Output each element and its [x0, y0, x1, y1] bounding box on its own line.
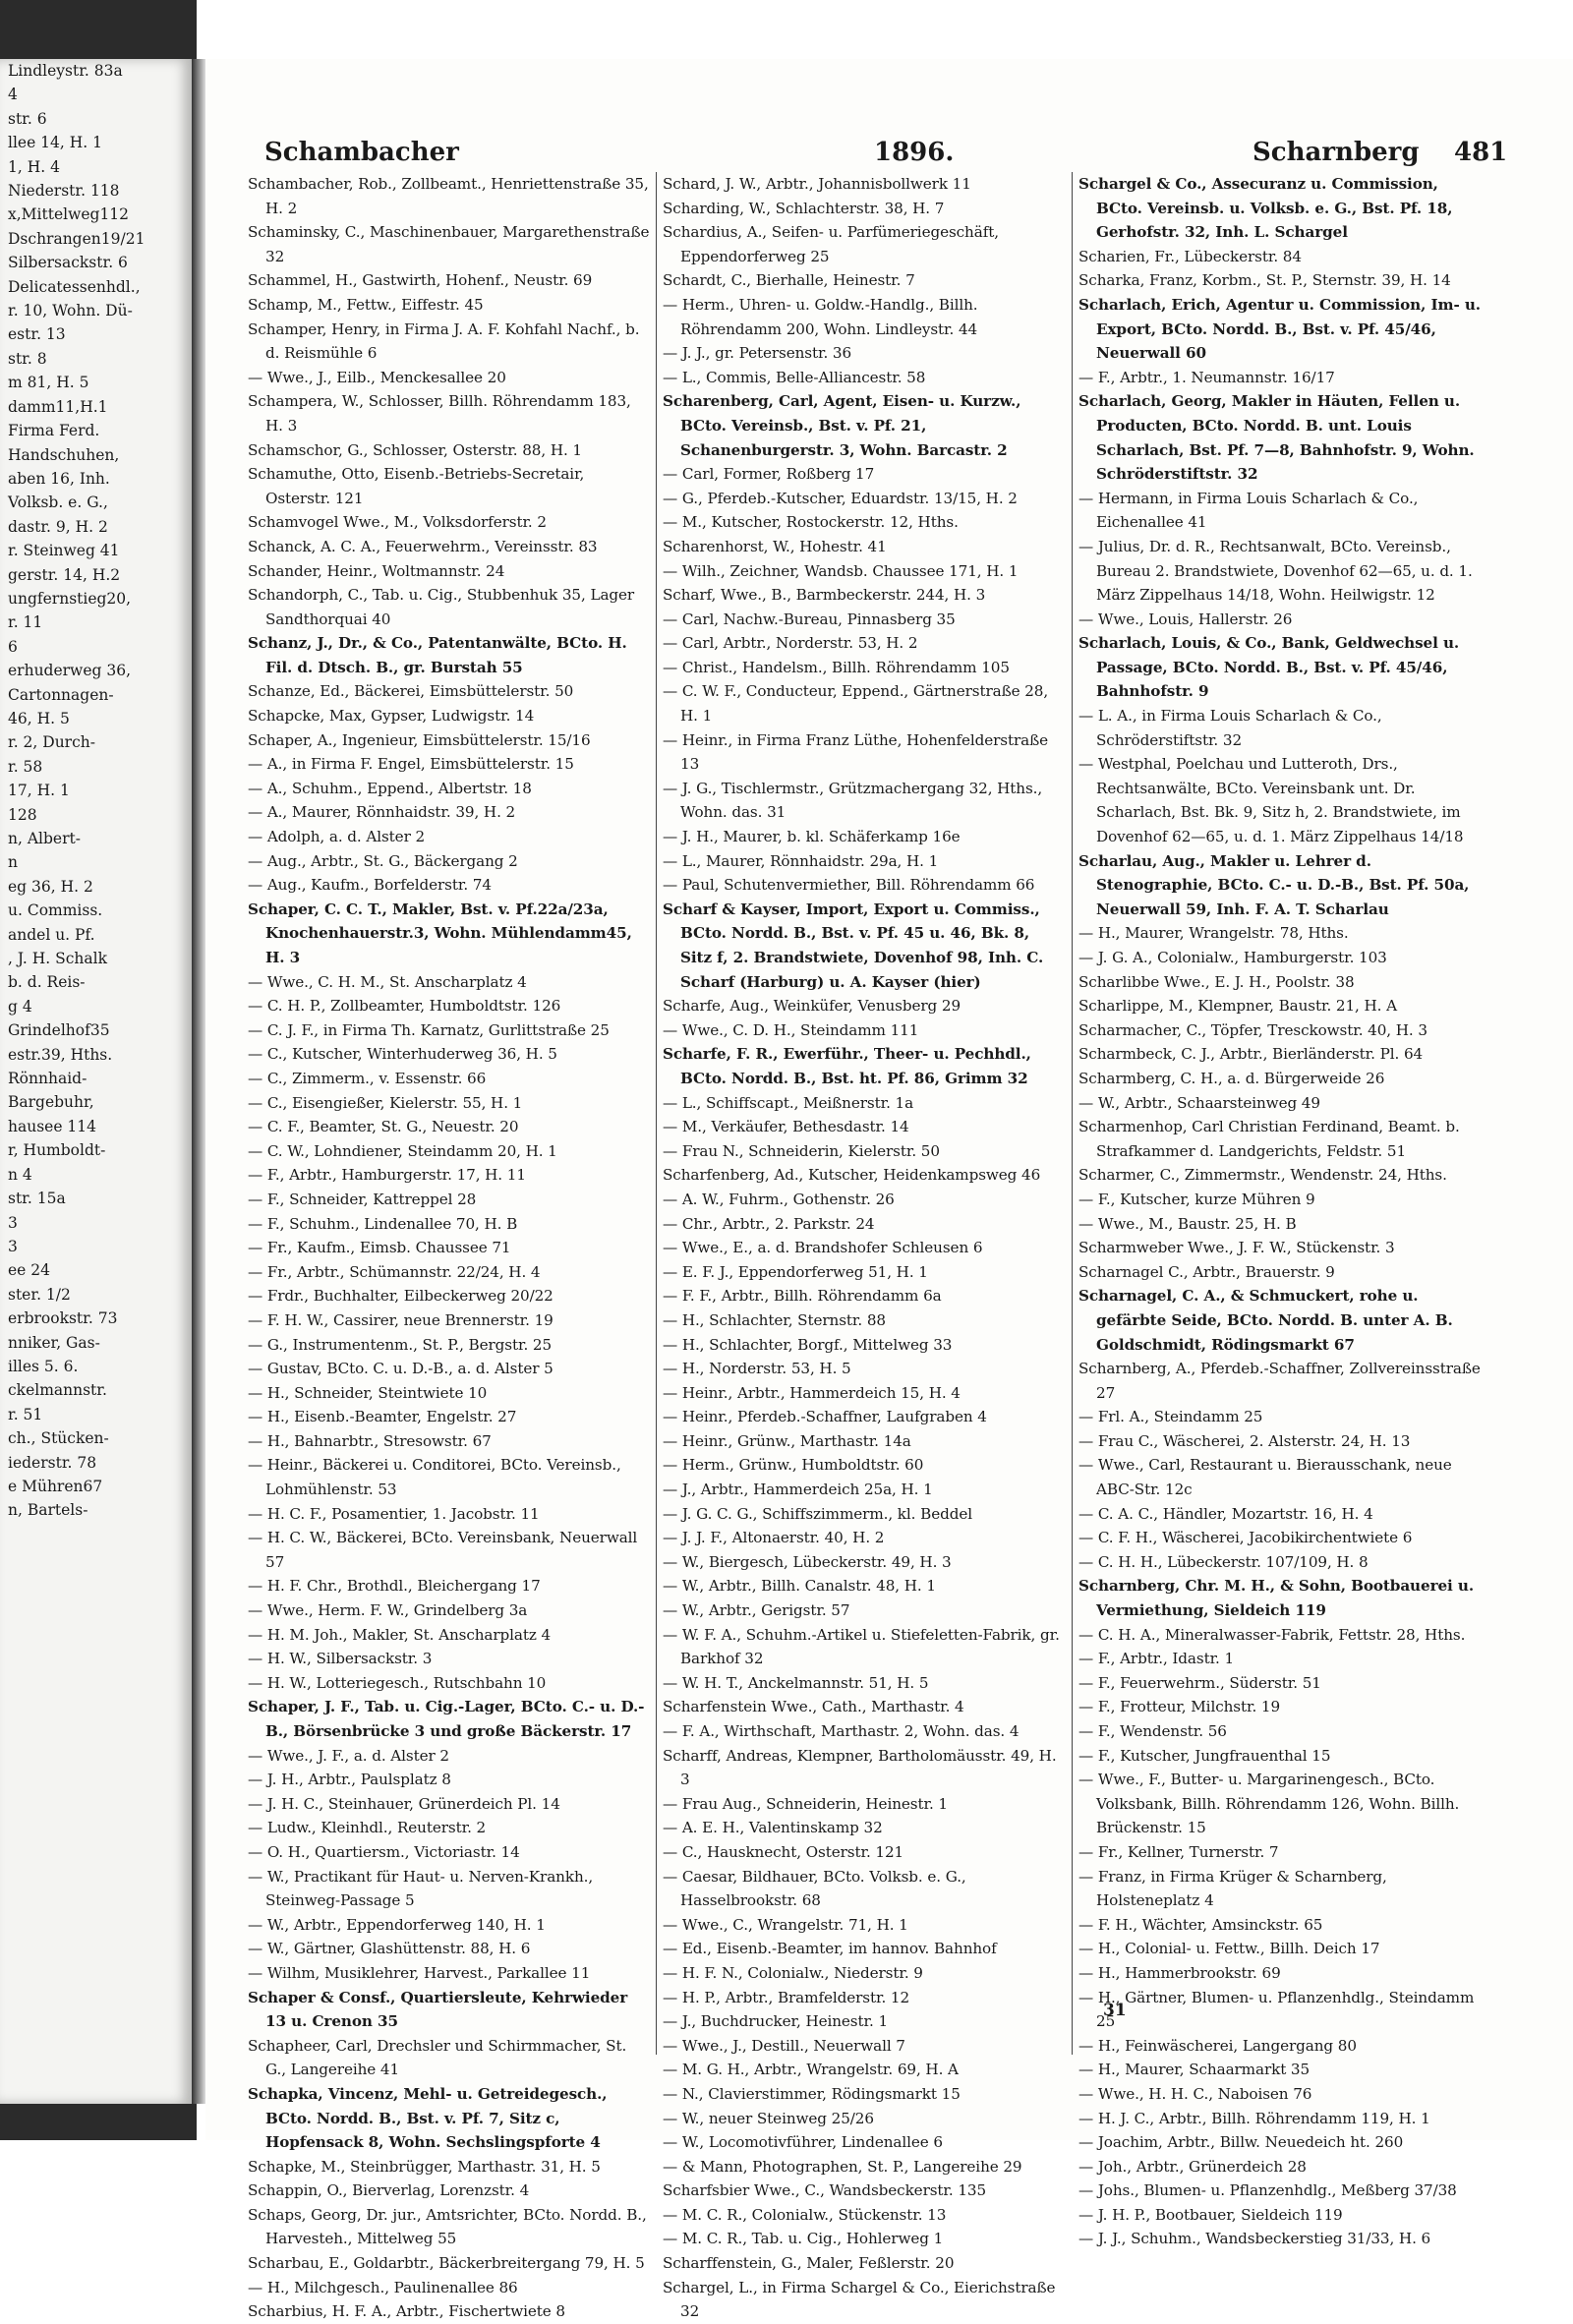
directory-entry: — J. G. C. G., Schiffszimmerm., kl. Beddel	[663, 1504, 972, 1523]
directory-entry: — A., Maurer, Rönnhaidstr. 39, H. 2	[248, 803, 516, 822]
directory-entry: — W., Arbtr., Billh. Canalstr. 48, H. 1	[663, 1577, 936, 1596]
directory-entry: — Wwe., Louis, Hallerstr. 26	[1078, 610, 1293, 628]
fragment-line: ckelmannstr.	[8, 1381, 107, 1400]
fragment-line: ster. 1/2	[8, 1285, 71, 1304]
directory-entry: — Franz, in Firma Krüger & Scharnberg, Holsteneplatz 4	[1078, 1867, 1387, 1910]
directory-entry: Schander, Heinr., Woltmannstr. 24	[248, 561, 505, 580]
directory-entry: — F., Arbtr., 1. Neumannstr. 16/17	[1078, 368, 1335, 386]
fragment-line: Grindelhof35	[8, 1021, 110, 1040]
directory-entry: Scharf & Kayser, Import, Export u. Commiss., BCto. Nordd. B., Bst. v. Pf. 45 u. 46, Bk. 8, Sitz f, 2. Brandstwiete, Dovenhof 98, Inh. C. Scharf (Harburg) u. A. Kayser (hier)	[663, 900, 1044, 991]
directory-entry: — F. A., Wirthschaft, Marthastr. 2, Wohn. das. 4	[663, 1722, 1020, 1740]
directory-entry: — Fr., Kaufm., Eimsb. Chaussee 71	[248, 1239, 511, 1257]
directory-entry: Scharffenstein, G., Maler, Feßlerstr. 20	[663, 2254, 955, 2273]
directory-entry: Schargel, L., in Firma Schargel & Co., Eierichstraße 32	[663, 2278, 1056, 2321]
directory-entry: — H., Eisenb.-Beamter, Engelstr. 27	[248, 1408, 517, 1426]
directory-entry: Schanck, A. C. A., Feuerwehrm., Vereinsstr. 83	[248, 537, 598, 555]
page-header	[264, 138, 1533, 177]
directory-entry: Schardius, A., Seifen- u. Parfümeriegeschäft, Eppendorferweg 25	[663, 223, 999, 265]
fragment-line: 6	[8, 637, 18, 656]
directory-entry: — H. P., Arbtr., Bramfelderstr. 12	[663, 1988, 910, 2006]
fragment-line: 128	[8, 805, 37, 824]
fragment-line: Handschuhen,	[8, 445, 120, 464]
directory-entry: — W., Arbtr., Schaarsteinweg 49	[1078, 1093, 1320, 1112]
directory-entry: Scharka, Franz, Korbm., St. P., Sternstr. 39, H. 14	[1078, 271, 1451, 290]
directory-entry: — Julius, Dr. d. R., Rechtsanwalt, BCto. Vereinsb., Bureau 2. Brandstwiete, Dovenhof 62—65, u. d. 1. März Zippelhaus 14/18, Wohn. Heilwigstr. 12	[1078, 537, 1473, 605]
directory-entry: — Frau Aug., Schneiderin, Heinestr. 1	[663, 1794, 948, 1813]
directory-entry: — F., Wendenstr. 56	[1078, 1722, 1227, 1740]
directory-entry: — Aug., Kaufm., Borfelderstr. 74	[248, 876, 492, 895]
fragment-line: Bargebuhr,	[8, 1093, 94, 1112]
directory-entry: Scharnberg, A., Pferdeb.-Schaffner, Zollvereinsstraße 27	[1078, 1360, 1481, 1402]
header-last-entry: Scharnberg	[1253, 138, 1420, 167]
directory-entry: — J. H. C., Steinhauer, Grünerdeich Pl. 14	[248, 1794, 560, 1813]
facing-page-fragment	[0, 59, 192, 2104]
fragment-line: g 4	[8, 997, 32, 1016]
column-2	[663, 172, 1066, 2321]
directory-entry: — F., Schuhm., Lindenallee 70, H. B	[248, 1214, 518, 1233]
directory-entry: Scharnagel C., Arbtr., Brauerstr. 9	[1078, 1262, 1335, 1281]
directory-entry: Scharbius, H. F. A., Arbtr., Fischertwiete 8	[248, 2302, 565, 2321]
directory-entry: — Heinr., Bäckerei u. Conditorei, BCto. Vereinsb., Lohmühlenstr. 53	[248, 1456, 621, 1499]
directory-entry: — M. G. H., Arbtr., Wrangelstr. 69, H. A	[663, 2061, 959, 2079]
directory-entry: — Frau N., Schneiderin, Kielerstr. 50	[663, 1141, 940, 1160]
directory-entry: Scharlau, Aug., Makler u. Lehrer d. Stenographie, BCto. C.- u. D.-B., Bst. Pf. 50a, Neuerwall 59, Inh. F. A. T. Scharlau	[1078, 851, 1470, 918]
directory-entry: — N., Clavierstimmer, Rödingsmarkt 15	[663, 2084, 961, 2103]
directory-entry: — H. F. N., Colonialw., Niederstr. 9	[663, 1963, 923, 1982]
fragment-line: n, Albert-	[8, 830, 81, 847]
directory-entry: Schaminsky, C., Maschinenbauer, Margarethenstraße 32	[248, 223, 650, 265]
fragment-line: erhuderweg 36,	[8, 662, 131, 680]
directory-entry: Schambacher, Rob., Zollbeamt., Henriettenstraße 35, H. 2	[248, 175, 649, 217]
directory-entry: — C. J. F., in Firma Th. Karnatz, Gurlittstraße 25	[248, 1020, 610, 1039]
fragment-line: r. 51	[8, 1405, 43, 1423]
directory-entry: — W., Biergesch, Lübeckerstr. 49, H. 3	[663, 1552, 952, 1571]
directory-entry: — F., Frotteur, Milchstr. 19	[1078, 1698, 1281, 1716]
directory-entry: Scharmbeck, C. J., Arbtr., Bierländerstr. Pl. 64	[1078, 1045, 1424, 1064]
directory-entry: — A. W., Fuhrm., Gothenstr. 26	[663, 1190, 895, 1208]
fragment-line: erbrookstr. 73	[8, 1309, 118, 1328]
directory-entry: — Paul, Schutenvermiether, Bill. Röhrendamm 66	[663, 876, 1035, 895]
directory-entry: Scharenhorst, W., Hohestr. 41	[663, 537, 887, 555]
directory-entry: Schappin, O., Bierverlag, Lorenzstr. 4	[248, 2181, 530, 2200]
directory-entry: — F., Kutscher, kurze Mühren 9	[1078, 1190, 1315, 1208]
directory-entry: — C., Kutscher, Winterhuderweg 36, H. 5	[248, 1045, 557, 1064]
directory-entry: — Frau C., Wäscherei, 2. Alsterstr. 24, H. 13	[1078, 1431, 1411, 1450]
directory-entry: Schaps, Georg, Dr. jur., Amtsrichter, BCto. Nordd. B., Harvesteh., Mittelweg 55	[248, 2205, 647, 2248]
directory-entry: — Fr., Kellner, Turnerstr. 7	[1078, 1842, 1279, 1861]
directory-entry: Scharfsbier Wwe., C., Wandsbeckerstr. 135	[663, 2181, 987, 2200]
fragment-line: damm11,H.1	[8, 397, 108, 416]
directory-entry: — J. G. A., Colonialw., Hamburgerstr. 103	[1078, 949, 1387, 966]
directory-entry: Scharding, W., Schlachterstr. 38, H. 7	[663, 199, 945, 217]
directory-entry: Scharlippe, M., Klempner, Baustr. 21, H. A	[1078, 997, 1397, 1016]
directory-entry: Scharlibbe Wwe., E. J. H., Poolstr. 38	[1078, 972, 1355, 991]
directory-entry: — C. H. H., Lübeckerstr. 107/109, H. 8	[1078, 1552, 1369, 1571]
directory-entry: Scharmweber Wwe., J. F. W., Stückenstr. 3	[1078, 1239, 1395, 1257]
directory-entry: — Ed., Eisenb.-Beamter, im hannov. Bahnhof	[663, 1940, 997, 1958]
directory-entry: — J. J., gr. Petersenstr. 36	[663, 344, 852, 363]
fragment-line: Dschrangen19/21	[8, 229, 146, 248]
directory-entry: — Westphal, Poelchau und Lutteroth, Drs., Rechtsanwälte, BCto. Vereinsbank unt. Dr. Scharlach, Bst. Bk. 9, Sitz h, 2. Brandstwiete, im Dovenhof 62—65, u. d. 1. März Zippelhaus 14/18	[1078, 755, 1464, 846]
directory-entry: — L., Schiffscapt., Meißnerstr. 1a	[663, 1093, 914, 1112]
directory-entry: Schamp, M., Fettw., Eiffestr. 45	[248, 295, 484, 314]
directory-entry: — Wwe., C., Wrangelstr. 71, H. 1	[663, 1915, 908, 1934]
directory-entry: — C. F., Beamter, St. G., Neuestr. 20	[248, 1118, 519, 1136]
directory-entry: Scharmenhop, Carl Christian Ferdinand, Beamt. b. Strafkammer d. Landgerichts, Feldstr. 51	[1078, 1118, 1460, 1160]
directory-entry: — Wwe., J., Eilb., Menckesallee 20	[248, 368, 506, 386]
directory-entry: Schard, J. W., Arbtr., Johannisbollwerk 11	[663, 175, 971, 193]
fragment-line: ch., Stücken-	[8, 1429, 109, 1448]
directory-entry: — L., Maurer, Rönnhaidstr. 29a, H. 1	[663, 851, 939, 870]
directory-entry: — J. J., Schuhm., Wandsbeckerstieg 31/33, H. 6	[1078, 2230, 1431, 2248]
directory-entry: — J. H., Arbtr., Paulsplatz 8	[248, 1771, 451, 1789]
entry-columns	[248, 172, 1501, 2321]
directory-entry: — F. H., Wächter, Amsinckstr. 65	[1078, 1915, 1323, 1934]
directory-entry: Scharfe, F. R., Ewerführ., Theer- u. Pechhdl., BCto. Nordd. B., Bst. ht. Pf. 86, Grimm 32	[663, 1045, 1031, 1087]
fragment-line: hausee 114	[8, 1117, 97, 1135]
fragment-line: u. Commiss.	[8, 901, 103, 920]
fragment-line: illes 5. 6.	[8, 1357, 79, 1375]
fragment-line: str. 6	[8, 109, 47, 128]
directory-entry: Schanze, Ed., Bäckerei, Eimsbüttelerstr. 50	[248, 682, 574, 701]
directory-entry: — Gustav, BCto. C. u. D.-B., a. d. Alster 5	[248, 1360, 553, 1378]
fragment-line: n	[8, 853, 18, 872]
directory-entry: — W. F. A., Schuhm.-Artikel u. Stiefeletten-Fabrik, gr. Barkhof 32	[663, 1625, 1060, 1668]
directory-entry: — C. A. C., Händler, Mozartstr. 16, H. 4	[1078, 1504, 1373, 1523]
directory-entry: Scharmberg, C. H., a. d. Bürgerweide 26	[1078, 1069, 1385, 1087]
directory-entry: — Wilh., Zeichner, Wandsb. Chaussee 171, H. 1	[663, 561, 1019, 580]
fragment-line: 46, H. 5	[8, 709, 70, 727]
directory-entry: Schamuthe, Otto, Eisenb.-Betriebs-Secretair, Osterstr. 121	[248, 465, 585, 507]
directory-entry: — Carl, Arbtr., Norderstr. 53, H. 2	[663, 634, 918, 653]
directory-entry: — Heinr., Arbtr., Hammerdeich 15, H. 4	[663, 1383, 961, 1402]
directory-entry: — L. A., in Firma Louis Scharlach & Co., Schröderstiftstr. 32	[1078, 707, 1382, 749]
directory-entry: — Herm., Grünw., Humboldtstr. 60	[663, 1456, 924, 1475]
fragment-line: n, Bartels-	[8, 1501, 88, 1520]
directory-entry: — C. H. P., Zollbeamter, Humboldtstr. 126	[248, 997, 561, 1016]
fragment-line: 4	[8, 86, 18, 104]
directory-entry: Schaper & Consf., Quartiersleute, Kehrwieder 13 u. Crenon 35	[248, 1988, 628, 2031]
directory-entry: — C. W. F., Conducteur, Eppend., Gärtnerstraße 28, H. 1	[663, 682, 1049, 726]
directory-entry: — W., Arbtr., Gerigstr. 57	[663, 1601, 850, 1620]
directory-entry: — Wwe., C. D. H., Steindamm 111	[663, 1020, 919, 1039]
fragment-line: estr. 13	[8, 325, 66, 344]
directory-entry: — A., Schuhm., Eppend., Albertstr. 18	[248, 779, 532, 797]
directory-entry: — J. G., Tischlermstr., Grützmachergang 32, Hths., Wohn. das. 31	[663, 779, 1043, 822]
directory-entry: — C., Hausknecht, Osterstr. 121	[663, 1842, 904, 1861]
directory-entry: Schapcke, Max, Gypser, Ludwigstr. 14	[248, 707, 535, 726]
directory-entry: Scharmacher, C., Töpfer, Tresckowstr. 40, H. 3	[1078, 1020, 1427, 1039]
fragment-line: estr.39, Hths.	[8, 1045, 113, 1064]
directory-entry: — M. C. R., Tab. u. Cig., Hohlerweg 1	[663, 2230, 944, 2248]
directory-entry: Schargel & Co., Assecuranz u. Commission, BCto. Vereinsb. u. Volksb. e. G., Bst. Pf. 18, Gerhofstr. 32, Inh. L. Schargel	[1078, 175, 1453, 242]
directory-entry: — Wwe., J., Destill., Neuerwall 7	[663, 2036, 905, 2055]
directory-entry: — H., Norderstr. 53, H. 5	[663, 1360, 851, 1378]
directory-entry: — M. C. R., Colonialw., Stückenstr. 13	[663, 2205, 947, 2224]
header-first-entry: Schambacher	[264, 138, 459, 167]
directory-entry: — Joh., Arbtr., Grünerdeich 28	[1078, 2157, 1307, 2176]
directory-entry: Scharfenberg, Ad., Kutscher, Heidenkampsweg 46	[663, 1166, 1041, 1185]
directory-entry: — H. J. C., Arbtr., Billh. Röhrendamm 119, H. 1	[1078, 2109, 1430, 2127]
directory-entry: — Johs., Blumen- u. Pflanzenhdlg., Meßberg 37/38	[1078, 2181, 1457, 2200]
fragment-line: x,Mittelweg112	[8, 205, 130, 224]
directory-entry: — Caesar, Bildhauer, BCto. Volksb. e. G., Hasselbrookstr. 68	[663, 1867, 966, 1910]
page-number: 481	[1454, 138, 1508, 167]
directory-entry: — Heinr., Grünw., Marthastr. 14a	[663, 1431, 911, 1450]
directory-entry: — W., Arbtr., Eppendorferweg 140, H. 1	[248, 1915, 546, 1934]
fragment-line: nniker, Gas-	[8, 1333, 100, 1352]
fragment-line: ee 24	[8, 1261, 50, 1280]
directory-entry: Schamvogel Wwe., M., Volksdorferstr. 2	[248, 513, 547, 532]
directory-entry: — F., Feuerwehrm., Süderstr. 51	[1078, 1673, 1321, 1692]
directory-entry: — H., Schlachter, Borgf., Mittelweg 33	[663, 1335, 953, 1354]
page-gutter	[192, 59, 205, 2104]
directory-entry: — Heinr., Pferdeb.-Schaffner, Laufgraben 4	[663, 1408, 987, 1426]
directory-entry: Schapke, M., Steinbrügger, Marthastr. 31, H. 5	[248, 2157, 601, 2176]
directory-entry: — E. F. J., Eppendorferweg 51, H. 1	[663, 1262, 928, 1281]
fragment-line: Delicatessenhdl.,	[8, 277, 141, 296]
fragment-line: 1, H. 4	[8, 157, 60, 176]
fragment-line: r. Steinweg 41	[8, 542, 120, 560]
directory-entry: — J. J. F., Altonaerstr. 40, H. 2	[663, 1529, 885, 1547]
directory-entry: Scharnberg, Chr. M. H., & Sohn, Bootbauerei u. Vermiethung, Sieldeich 119	[1078, 1577, 1475, 1620]
column-divider	[1072, 172, 1073, 2055]
fragment-line: Lindleystr. 83a	[8, 62, 123, 80]
directory-entry: — W., neuer Steinweg 25/26	[663, 2109, 874, 2127]
directory-entry: — C. H. A., Mineralwasser-Fabrik, Fettstr. 28, Hths.	[1078, 1625, 1466, 1644]
directory-entry: Schamper, Henry, in Firma J. A. F. Kohfahl Nachf., b. d. Reismühle 6	[248, 320, 640, 363]
fragment-line: r. 2, Durch-	[8, 733, 95, 752]
directory-entry: — Frdr., Buchhalter, Eilbeckerweg 20/22	[248, 1287, 553, 1306]
directory-entry: — J. H., Maurer, b. kl. Schäferkamp 16e	[663, 828, 961, 846]
directory-entry: Scharff, Andreas, Klempner, Bartholomäusstr. 49, H. 3	[663, 1746, 1057, 1789]
directory-entry: Scharien, Fr., Lübeckerstr. 84	[1078, 247, 1302, 265]
directory-entry: Schaper, J. F., Tab. u. Cig.-Lager, BCto. C.- u. D.-B., Börsenbrücke 3 und große Bäckerstr. 17	[248, 1698, 645, 1740]
directory-entry: — H., Bahnarbtr., Stresowstr. 67	[248, 1431, 492, 1450]
directory-entry: — J. H. P., Bootbauer, Sieldeich 119	[1078, 2205, 1343, 2224]
directory-entry: — H., Schlachter, Sternstr. 88	[663, 1310, 886, 1329]
fragment-line: str. 15a	[8, 1190, 66, 1208]
directory-entry: — C., Zimmerm., v. Essenstr. 66	[248, 1069, 487, 1087]
directory-entry: — Wilhm, Musiklehrer, Harvest., Parkallee 11	[248, 1963, 591, 1982]
directory-entry: Scharlach, Georg, Makler in Häuten, Fellen u. Producten, BCto. Nordd. B. unt. Louis Scharlach, Bst. Pf. 7—8, Bahnhofstr. 9, Wohn. Schröderstiftstr. 32	[1078, 392, 1475, 484]
fragment-line: 3	[8, 1237, 18, 1255]
directory-entry: — Christ., Handelsm., Billh. Röhrendamm 105	[663, 658, 1010, 676]
directory-entry: Scharbau, E., Goldarbtr., Bäckerbreitergang 79, H. 5	[248, 2254, 645, 2273]
directory-entry: — O. H., Quartiersm., Victoriastr. 14	[248, 1842, 520, 1861]
fragment-line: , J. H. Schalk	[8, 950, 107, 968]
directory-entry: — F. H. W., Cassirer, neue Brennerstr. 19	[248, 1310, 553, 1329]
directory-entry: Schapheer, Carl, Drechsler und Schirmmacher, St. G., Langereihe 41	[248, 2036, 627, 2079]
directory-entry: Scharfenstein Wwe., Cath., Marthastr. 4	[663, 1698, 964, 1716]
fragment-line: eg 36, H. 2	[8, 877, 93, 896]
directory-entry: Schanz, J., Dr., & Co., Patentanwälte, BCto. H. Fil. d. Dtsch. B., gr. Burstah 55	[248, 634, 627, 676]
directory-entry: — H., Maurer, Wrangelstr. 78, Hths.	[1078, 924, 1349, 943]
directory-entry: — F., Arbtr., Idastr. 1	[1078, 1650, 1235, 1668]
directory-entry: — Carl, Nachw.-Bureau, Pinnasberg 35	[663, 610, 956, 628]
directory-entry: Scharmer, C., Zimmermstr., Wendenstr. 24, Hths.	[1078, 1166, 1447, 1185]
directory-entry: — Chr., Arbtr., 2. Parkstr. 24	[663, 1214, 875, 1233]
directory-entry: — Fr., Arbtr., Schümannstr. 22/24, H. 4	[248, 1262, 541, 1281]
fragment-line: llee 14, H. 1	[8, 134, 102, 152]
fragment-line: Cartonnagen-	[8, 685, 114, 704]
directory-entry: Scharnagel, C. A., & Schmuckert, rohe u. gefärbte Seide, BCto. Nordd. B. unter A. B. Goldschmidt, Rödingsmarkt 67	[1078, 1287, 1453, 1354]
fragment-line: aben 16, Inh.	[8, 469, 110, 488]
directory-entry: — W., Gärtner, Glashüttenstr. 88, H. 6	[248, 1940, 531, 1958]
directory-entry: — H., Maurer, Schaarmarkt 35	[1078, 2061, 1311, 2079]
directory-entry: Scharlach, Louis, & Co., Bank, Geldwechsel u. Passage, BCto. Nordd. B., Bst. v. Pf. 45/46, Bahnhofstr. 9	[1078, 634, 1460, 701]
directory-entry: — J., Arbtr., Hammerdeich 25a, H. 1	[663, 1481, 933, 1499]
directory-entry: — Heinr., in Firma Franz Lüthe, Hohenfelderstraße 13	[663, 730, 1049, 774]
fragment-line: Firma Ferd.	[8, 422, 100, 440]
directory-entry: — W., Practikant für Haut- u. Nerven-Krankh., Steinweg-Passage 5	[248, 1867, 594, 1910]
fragment-line: Rönnhaid-	[8, 1070, 87, 1088]
fragment-line: ungfernstieg20,	[8, 589, 132, 608]
directory-entry: — H. C. W., Bäckerei, BCto. Vereinsbank, Neuerwall 57	[248, 1529, 638, 1571]
fragment-line: 3	[8, 1213, 18, 1232]
directory-page	[205, 59, 1573, 2321]
directory-entry: — Wwe., H. H. C., Naboisen 76	[1078, 2084, 1312, 2103]
directory-entry: — F., Schneider, Kattreppel 28	[248, 1190, 477, 1208]
directory-entry: — H. F. Chr., Brothdl., Bleichergang 17	[248, 1577, 541, 1596]
directory-entry: — M., Kutscher, Rostockerstr. 12, Hths.	[663, 513, 959, 532]
directory-entry: — H., Gärtner, Blumen- u. Pflanzenhdlg., Steindamm 25	[1078, 1988, 1475, 2031]
directory-entry: — H. W., Lotteriegesch., Rutschbahn 10	[248, 1673, 547, 1692]
directory-entry: — C. F. H., Wäscherei, Jacobikirchentwiete 6	[1078, 1529, 1413, 1547]
directory-entry: Schapka, Vincenz, Mehl- u. Getreidegesch., BCto. Nordd. B., Bst. v. Pf. 7, Sitz c, Hopfensack 8, Wohn. Sechslingspforte 4	[248, 2084, 608, 2152]
directory-entry: — M., Verkäufer, Bethesdastr. 14	[663, 1118, 909, 1136]
directory-entry: — C. W., Lohndiener, Steindamm 20, H. 1	[248, 1141, 557, 1160]
fragment-line: Silbersackstr. 6	[8, 254, 128, 272]
directory-entry: — Adolph, a. d. Alster 2	[248, 828, 426, 846]
column-3	[1078, 172, 1482, 2248]
fragment-line: str. 8	[8, 349, 47, 368]
directory-entry: — Ludw., Kleinhdl., Reuterstr. 2	[248, 1819, 487, 1837]
fragment-line: Volksb. e. G.,	[8, 494, 108, 512]
directory-entry: — J., Buchdrucker, Heinestr. 1	[663, 2012, 889, 2031]
fragment-line: m 81, H. 5	[8, 374, 89, 392]
directory-entry: — Wwe., C. H. M., St. Anscharplatz 4	[248, 972, 527, 991]
directory-entry: — A., in Firma F. Engel, Eimsbüttelerstr. 15	[248, 755, 574, 774]
column-1	[248, 172, 651, 2321]
directory-entry: — Wwe., F., Butter- u. Margarinengesch., BCto. Volksbank, Billh. Röhrendamm 126, Wohn. Billh. Brückenstr. 15	[1078, 1771, 1460, 1837]
signature-mark: 31	[1103, 2001, 1127, 2020]
fragment-line: b. d. Reis-	[8, 973, 86, 992]
directory-entry: — W., Locomotivführer, Lindenallee 6	[663, 2133, 943, 2152]
directory-entry: — Herm., Uhren- u. Goldw.-Handlg., Billh. Röhrendamm 200, Wohn. Lindleystr. 44	[663, 295, 978, 338]
directory-entry: — H., Colonial- u. Fettw., Billh. Deich 17	[1078, 1940, 1380, 1958]
directory-entry: — L., Commis, Belle-Alliancestr. 58	[663, 368, 926, 386]
directory-entry: Scharenberg, Carl, Agent, Eisen- u. Kurzw., BCto. Vereinsb., Bst. v. Pf. 21, Schanenburgerstr. 3, Wohn. Barcastr. 2	[663, 392, 1021, 459]
directory-entry: — Wwe., Carl, Restaurant u. Bierausschank, neue ABC-Str. 12c	[1078, 1456, 1452, 1499]
directory-entry: — Joachim, Arbtr., Billw. Neuedeich ht. 260	[1078, 2133, 1404, 2152]
directory-entry: — W. H. T., Anckelmannstr. 51, H. 5	[663, 1673, 929, 1692]
directory-entry: — & Mann, Photographen, St. P., Langereihe 29	[663, 2157, 1022, 2176]
directory-entry: Schardt, C., Bierhalle, Heinestr. 7	[663, 271, 915, 290]
fragment-line: andel u. Pf.	[8, 925, 95, 944]
fragment-line: r. 11	[8, 613, 43, 632]
directory-entry: Scharf, Wwe., B., Barmbeckerstr. 244, H. 3	[663, 586, 986, 605]
directory-entry: Schandorph, C., Tab. u. Cig., Stubbenhuk 35, Lager Sandthorquai 40	[248, 586, 635, 628]
directory-entry: Scharlach, Erich, Agentur u. Commission, Im- u. Export, BCto. Nordd. B., Bst. v. Pf. 45/46, Neuerwall 60	[1078, 295, 1481, 363]
directory-entry: Scharfe, Aug., Weinküfer, Venusberg 29	[663, 997, 961, 1016]
directory-entry: — H. C. F., Posamentier, 1. Jacobstr. 11	[248, 1504, 540, 1523]
directory-entry: — F., Arbtr., Hamburgerstr. 17, H. 11	[248, 1166, 526, 1185]
fragment-line: Niederstr. 118	[8, 182, 120, 201]
directory-entry: — Carl, Former, Roßberg 17	[663, 465, 875, 484]
directory-entry: Schaper, C. C. T., Makler, Bst. v. Pf.22a/23a, Knochenhauerstr.3, Wohn. Mühlendamm45, H. 3	[248, 900, 632, 966]
fragment-line: r. 10, Wohn. Dü-	[8, 302, 133, 320]
directory-entry: — H. M. Joh., Makler, St. Anscharplatz 4	[248, 1625, 552, 1644]
directory-entry: Schammel, H., Gastwirth, Hohenf., Neustr. 69	[248, 271, 593, 290]
directory-entry: — H., Schneider, Steintwiete 10	[248, 1383, 488, 1402]
directory-entry: — G., Instrumentenm., St. P., Bergstr. 25	[248, 1335, 553, 1354]
fragment-line: gerstr. 14, H.2	[8, 565, 121, 584]
fragment-line: dastr. 9, H. 2	[8, 517, 108, 536]
directory-entry: — F. F., Arbtr., Billh. Röhrendamm 6a	[663, 1287, 942, 1306]
fragment-line: n 4	[8, 1165, 32, 1184]
directory-entry: — Aug., Arbtr., St. G., Bäckergang 2	[248, 851, 518, 870]
directory-entry: — H. W., Silbersackstr. 3	[248, 1650, 433, 1668]
header-year: 1896.	[874, 138, 955, 167]
directory-entry: — Wwe., E., a. d. Brandshofer Schleusen 6	[663, 1239, 983, 1257]
fragment-line: r. 58	[8, 757, 43, 776]
fragment-line: e Mühren67	[8, 1477, 103, 1495]
column-divider	[656, 172, 657, 2055]
directory-entry: — H., Hammerbrookstr. 69	[1078, 1963, 1281, 1982]
directory-entry: — H., Feinwäscherei, Langergang 80	[1078, 2036, 1357, 2055]
directory-entry: — G., Pferdeb.-Kutscher, Eduardstr. 13/15, H. 2	[663, 489, 1018, 507]
directory-entry: — A. E. H., Valentinskamp 32	[663, 1819, 883, 1837]
directory-entry: Schamschor, G., Schlosser, Osterstr. 88, H. 1	[248, 440, 582, 459]
directory-entry: — Hermann, in Firma Louis Scharlach & Co., Eichenallee 41	[1078, 489, 1419, 532]
directory-entry: — Wwe., Herm. F. W., Grindelberg 3a	[248, 1601, 528, 1620]
directory-entry: — Wwe., M., Baustr. 25, H. B	[1078, 1214, 1297, 1233]
directory-entry: — H., Milchgesch., Paulinenallee 86	[248, 2278, 518, 2296]
fragment-line: iederstr. 78	[8, 1453, 97, 1472]
directory-entry: — F., Kutscher, Jungfrauenthal 15	[1078, 1746, 1331, 1765]
directory-entry: — Wwe., J. F., a. d. Alster 2	[248, 1746, 449, 1765]
directory-entry: Schaper, A., Ingenieur, Eimsbüttelerstr. 15/16	[248, 730, 591, 749]
directory-entry: — C., Eisengießer, Kielerstr. 55, H. 1	[248, 1093, 523, 1112]
directory-entry: — Frl. A., Steindamm 25	[1078, 1408, 1263, 1426]
fragment-line: r, Humboldt-	[8, 1141, 106, 1160]
fragment-line: 17, H. 1	[8, 782, 70, 800]
directory-entry: Schampera, W., Schlosser, Billh. Röhrendamm 183, H. 3	[248, 392, 631, 435]
